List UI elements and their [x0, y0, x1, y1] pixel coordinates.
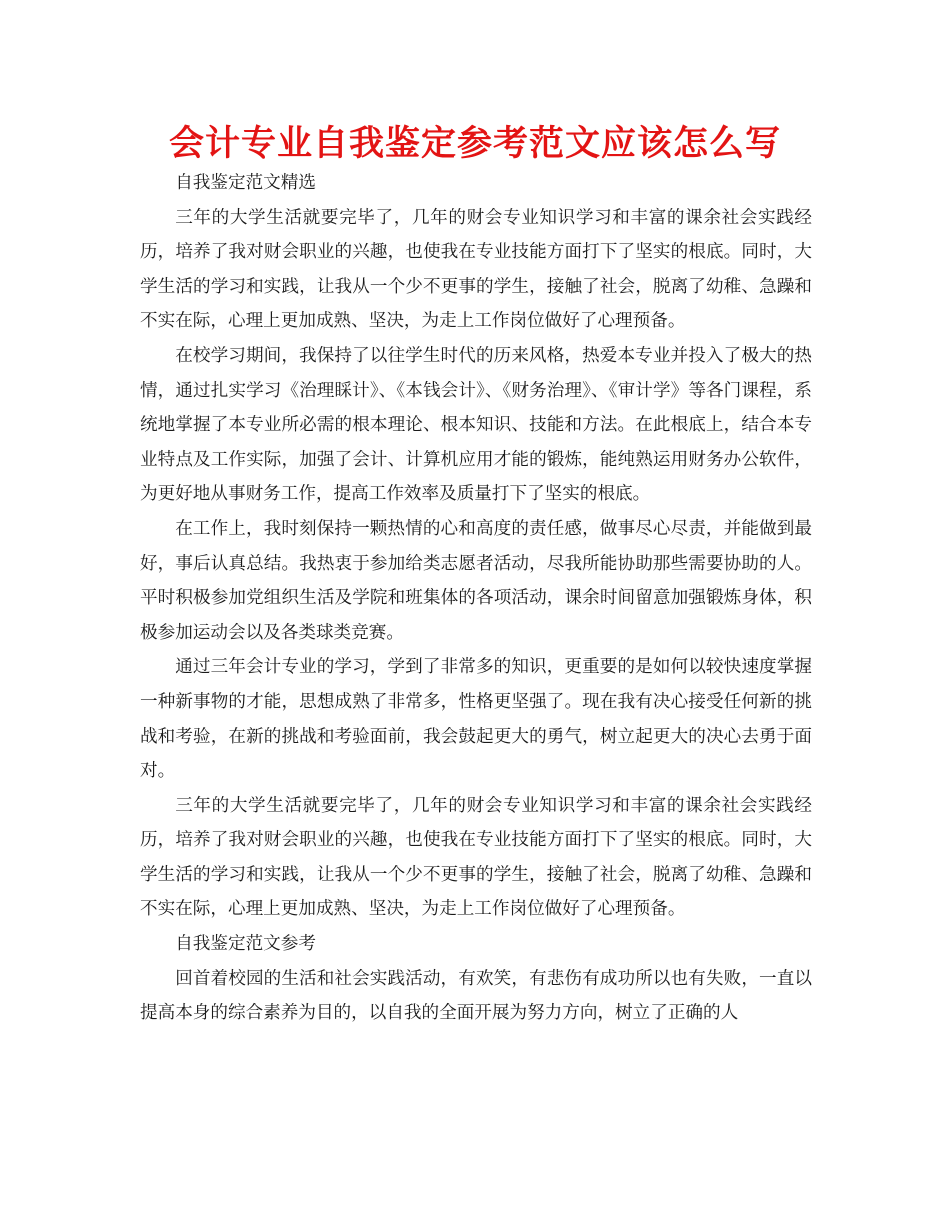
body-paragraph: 三年的大学生活就要完毕了，几年的财会专业知识学习和丰富的课余社会实践经历，培养了我对财会职业的兴趣，也使我在专业技能方面打下了坚实的根底。同时，大学生活的学习和实践，让我从一个少不更事的学生，接触了社会，脱离了幼稚、急躁和不实在际，心理上更加成熟、坚决，为走上工作岗位做好了心理预备。: [140, 795, 812, 920]
body-paragraph: 在校学习期间，我保持了以往学生时代的历来风格，热爱本专业并投入了极大的热情，通过扎实学习《治理睬计》、《本钱会计》、《财务治理》、《审计学》等各门课程，系统地掌握了本专业所必需的根本理论、根本知识、技能和方法。在此根底上，结合本专业特点及工作实际，加强了会计、计算机应用才能的锻炼，能纯熟运用财务办公软件，为更好地从事财务工作，提高工作效率及质量打下了坚实的根底。: [140, 345, 812, 505]
body-paragraph: 通过三年会计专业的学习，学到了非常多的知识，更重要的是如何以较快速度掌握一种新事物的才能，思想成熟了非常多，性格更坚强了。现在我有决心接受任何新的挑战和考验，在新的挑战和考验面前，我会鼓起更大的勇气，树立起更大的决心去勇于面对。: [140, 657, 812, 782]
section-heading: 自我鉴定范文参考: [175, 934, 316, 955]
section-heading: 自我鉴定范文精选: [175, 173, 316, 193]
document-body: [140, 166, 812, 1031]
document-title: 会计专业自我鉴定参考范文应该怎么写: [168, 124, 781, 164]
body-paragraph: 在工作上，我时刻保持一颗热情的心和高度的责任感，做事尽心尽责，并能做到最好，事后认真总结。我热衷于参加给类志愿者活动，尽我所能协助那些需要协助的人。平时积极参加党组织生活及学院和班集体的各项活动，课余时间留意加强锻炼身体，积极参加运动会以及各类球类竞赛。: [140, 518, 812, 643]
body-paragraph: 三年的大学生活就要完毕了，几年的财会专业知识学习和丰富的课余社会实践经历，培养了我对财会职业的兴趣，也使我在专业技能方面打下了坚实的根底。同时，大学生活的学习和实践，让我从一个少不更事的学生，接触了社会，脱离了幼稚、急躁和不实在际，心理上更加成熟、坚决，为走上工作岗位做好了心理预备。: [140, 207, 812, 332]
body-paragraph: 回首着校园的生活和社会实践活动，有欢笑，有悲伤有成功所以也有失败，一直以提高本身的综合素养为目的，以自我的全面开展为努力方向，树立了正确的人: [140, 968, 812, 1024]
